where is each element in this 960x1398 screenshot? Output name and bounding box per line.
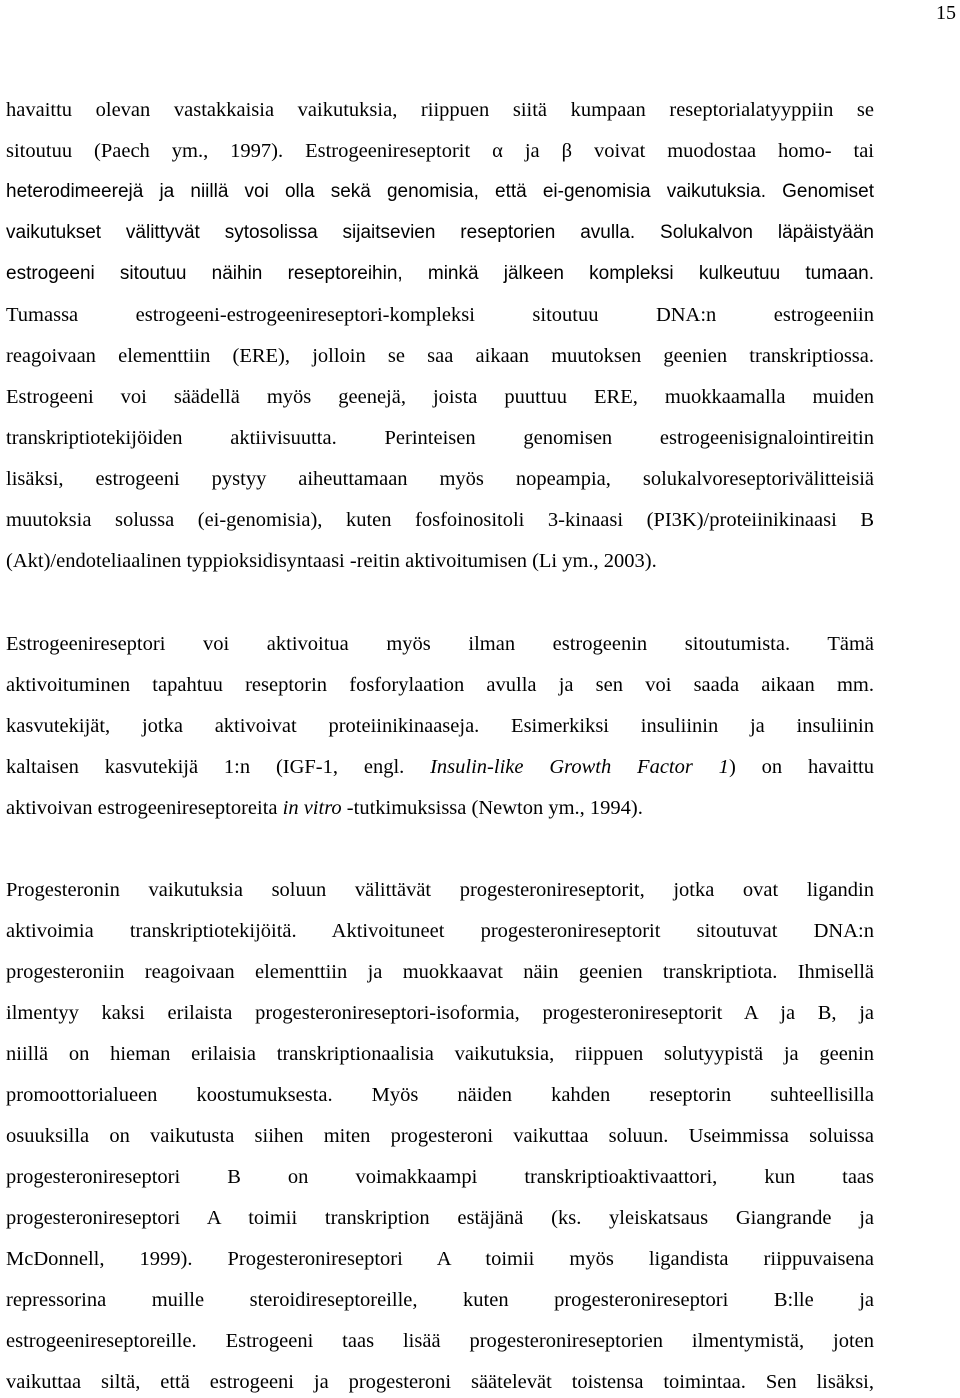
- paragraph-1-line: reagoivaan elementtiin (ERE), jolloin se saa aikaan muutoksen geenien transkriptiossa.: [6, 345, 874, 367]
- paragraph-3-line: vaikuttaa siltä, että estrogeeni ja progesteroni säätelevät toistensa toimintaa. Sen lisäksi,: [6, 1371, 874, 1393]
- paragraph-2-line: kasvutekijät, jotka aktivoivat proteiinikinaaseja. Esimerkiksi insuliinin ja insuliinin: [6, 715, 874, 737]
- text-run: ) on havaittu: [728, 756, 874, 778]
- paragraph-3-line: repressorina muille steroidireseptoreille, kuten progesteronireseptori B:lle ja: [6, 1289, 874, 1311]
- italic-term: in vitro: [282, 797, 342, 819]
- paragraph-3-line: McDonnell, 1999). Progesteronireseptori A toimii myös ligandista riippuvaisena: [6, 1248, 874, 1270]
- italic-term: Insulin-like Growth Factor 1: [430, 756, 729, 778]
- paragraph-1-line: Tumassa estrogeeni-estrogeenireseptori-kompleksi sitoutuu DNA:n estrogeeniin: [6, 304, 874, 326]
- paragraph-3-line: osuuksilla on vaikutusta siihen miten progesteroni vaikuttaa soluun. Useimmissa soluissa: [6, 1125, 874, 1147]
- paragraph-3-line: progesteronireseptori A toimii transkription estäjänä (ks. yleiskatsaus Giangrande ja: [6, 1207, 874, 1229]
- paragraph-3-line: promoottorialueen koostumuksesta. Myös näiden kahden reseptorin suhteellisilla: [6, 1084, 874, 1106]
- paragraph-1-line: transkriptiotekijöiden aktiivisuutta. Perinteisen genomisen estrogeenisignalointireitin: [6, 427, 874, 449]
- paragraph-3-line: niillä on hieman erilaisia transkriptionaalisia vaikutuksia, riippuen solutyypistä ja geenin: [6, 1043, 874, 1065]
- paragraph-1-line: vaikutukset välittyvät sytosolissa sijaitsevien reseptorien avulla. Solukalvon läpäistyään: [6, 222, 874, 243]
- paragraph-3-line: estrogeenireseptoreille. Estrogeeni taas lisää progesteronireseptorien ilmentymistä, joten: [6, 1330, 874, 1352]
- text-run: kaltaisen kasvutekijä 1:n (IGF-1, engl.: [6, 756, 431, 778]
- paragraph-1-line: heterodimeerejä ja niillä voi olla sekä genomisia, että ei-genomisia vaikutuksia. Genomiset: [6, 181, 874, 202]
- paragraph-2-line: Estrogeenireseptori voi aktivoitua myös ilman estrogeenin sitoutumista. Tämä: [6, 633, 874, 655]
- paragraph-2-line: [6, 755, 874, 779]
- page-number: 15: [936, 2, 956, 24]
- paragraph-3-line: progesteroniin reagoivaan elementtiin ja muokkaavat näin geenien transkriptiota. Ihmisellä: [6, 961, 874, 983]
- paragraph-3-line: progesteronireseptori B on voimakkaampi transkriptioaktivaattori, kun taas: [6, 1166, 874, 1188]
- paragraph-1-line: estrogeeni sitoutuu näihin reseptoreihin, minkä jälkeen kompleksi kulkeutuu tumaan.: [6, 263, 874, 284]
- text-run: -tutkimuksissa (Newton ym., 1994).: [341, 797, 643, 819]
- paragraph-1-line: (Akt)/endoteliaalinen typpioksidisyntaasi -reitin aktivoitumisen (Li ym., 2003).: [6, 550, 657, 572]
- paragraph-1-line: Estrogeeni voi säädellä myös geenejä, joista puuttuu ERE, muokkaamalla muiden: [6, 386, 874, 408]
- paragraph-2-line: [6, 796, 874, 820]
- paragraph-1-line: muutoksia solussa (ei-genomisia), kuten fosfoinositoli 3-kinaasi (PI3K)/proteiinikinaasi B: [6, 509, 874, 531]
- paragraph-1-line: havaittu olevan vastakkaisia vaikutuksia, riippuen siitä kumpaan reseptorialatyyppiin se: [6, 99, 874, 121]
- paragraph-3-line: ilmentyy kaksi erilaista progesteronireseptori-isoformia, progesteronireseptorit A ja B, ja: [6, 1002, 874, 1024]
- text-run: aktivoivan estrogeenireseptoreita: [6, 797, 283, 819]
- paragraph-1-line: sitoutuu (Paech ym., 1997). Estrogeenireseptorit α ja β voivat muodostaa homo- tai: [6, 140, 874, 162]
- paragraph-3-line: Progesteronin vaikutuksia soluun välittävät progesteronireseptorit, jotka ovat ligandin: [6, 879, 874, 901]
- paragraph-2-line: aktivoituminen tapahtuu reseptorin fosforylaation avulla ja sen voi saada aikaan mm.: [6, 674, 874, 696]
- paragraph-3-line: aktivoimia transkriptiotekijöitä. Aktivoituneet progesteronireseptorit sitoutuvat DNA:n: [6, 920, 874, 942]
- paragraph-1-line: lisäksi, estrogeeni pystyy aiheuttamaan myös nopeampia, solukalvoreseptorivälitteisiä: [6, 468, 874, 490]
